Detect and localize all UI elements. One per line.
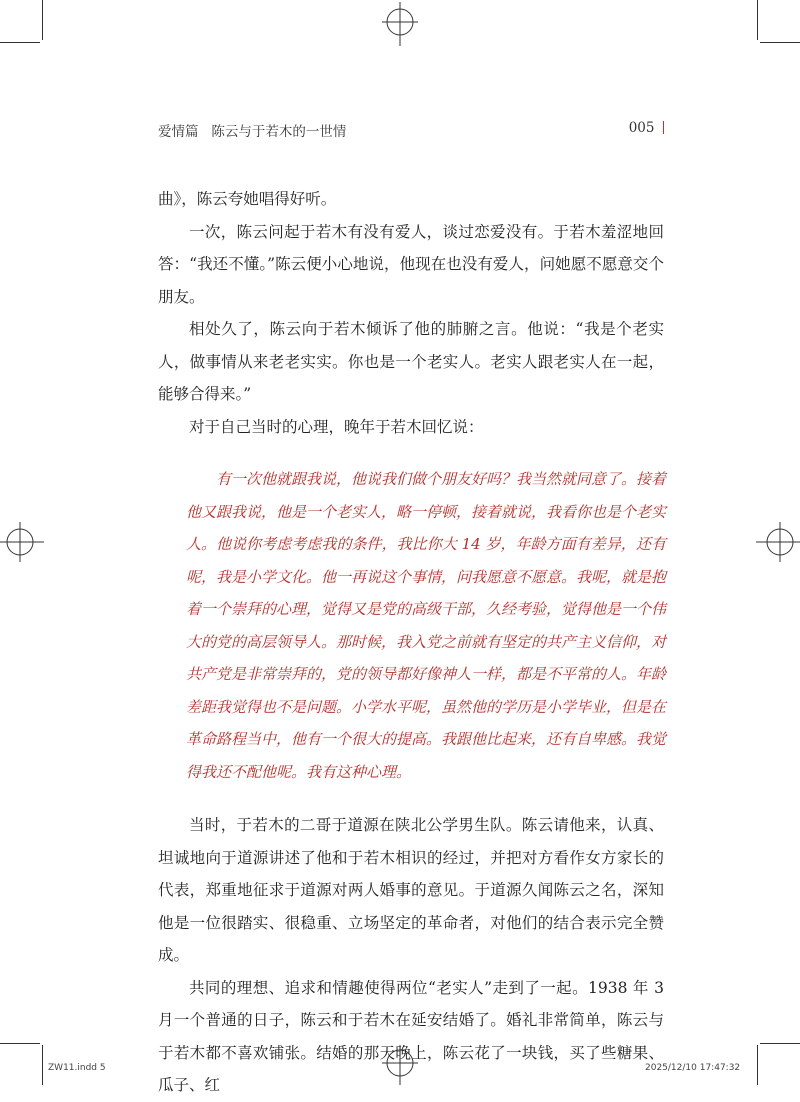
registration-mark-top	[382, 2, 418, 46]
paragraph: 相处久了，陈云向于若木倾诉了他的肺腑之言。他说：“我是个老实人，做事情从来老老实实。你也是一个老实人。老实人跟老实人在一起，能够合得来。”	[158, 320, 664, 403]
registration-mark-left	[0, 522, 44, 562]
page-number: 005	[628, 120, 655, 136]
paragraph: 一次，陈云问起于若木有没有爱人，谈过恋爱没有。于若木羞涩地回答：“我还不懂。”陈云便小心地说，他现在也没有爱人，问她愿不愿意交个朋友。	[158, 222, 664, 306]
footer-timestamp: 2025/12/10 17:47:32	[645, 1063, 741, 1073]
paragraph: 当时，于若木的二哥于道源在陕北公学男生队。陈云请他来，认真、坦诚地向于道源讲述了他和于若木相识的经过，并把对方看作女方家长的代表，郑重地征求于道源对两人婚事的意见。于道源久闻陈云之名，深知他是一位很踏实、很稳重、立场坚定的革命者，对他们的结合表示完全赞成。	[158, 816, 664, 964]
paragraph: 共同的理想、追求和情趣使得两位“老实人”走到了一起。1938 年 3 月一个普通的日子，陈云和于若木在延安结婚了。婚礼非常简单，陈云与于若木都不喜欢铺张。结婚的那天晚上，陈云花了一块钱，买了些糖果、瓜子、红	[158, 978, 664, 1094]
paragraph: 对于自己当时的心理，晚年于若木回忆说：	[189, 417, 484, 436]
header-title	[158, 120, 346, 140]
registration-mark-right	[756, 522, 800, 562]
header-accent-bar	[663, 121, 665, 134]
quote-text: 有一次他就跟我说，他说我们做个朋友好吗？我当然就同意了。接着他又跟我说，他是一个老实人，略一停顿，接着就说，我看你也是个老实人。他说你考虑考虑我的条件，我比你大 14 岁，年龄方面有差异，还有呢，我是小学文化。他一再说这个事情，问我愿意不愿意。我呢，就是抱着一个崇拜的心理，觉得又是党的高级干部，久经考验，觉得他是一个伟大的党的高层领导人。那时候，我入党之前就有坚定的共产主义信仰，对共产党是非常崇拜的，党的领导都好像神人一样，都是不平常的人。年龄差距我觉得也不是问题。小学水平呢，虽然他的学历是小学毕业，但是在革命路程当中，他有一个很大的提高。我跟他比起来，还有自卑感。我觉得我还不配他呢。我有这种心理。	[186, 470, 667, 781]
footer-file: ZW11.indd 5	[48, 1063, 106, 1073]
header-section: 爱情篇	[158, 124, 199, 140]
header-chapter: 陈云与于若木的一世情	[211, 124, 347, 140]
page-body	[158, 183, 667, 1102]
header-page	[629, 120, 664, 136]
paragraph: 曲》，陈云夸她唱得好听。	[158, 190, 337, 208]
block-quote	[186, 463, 666, 788]
